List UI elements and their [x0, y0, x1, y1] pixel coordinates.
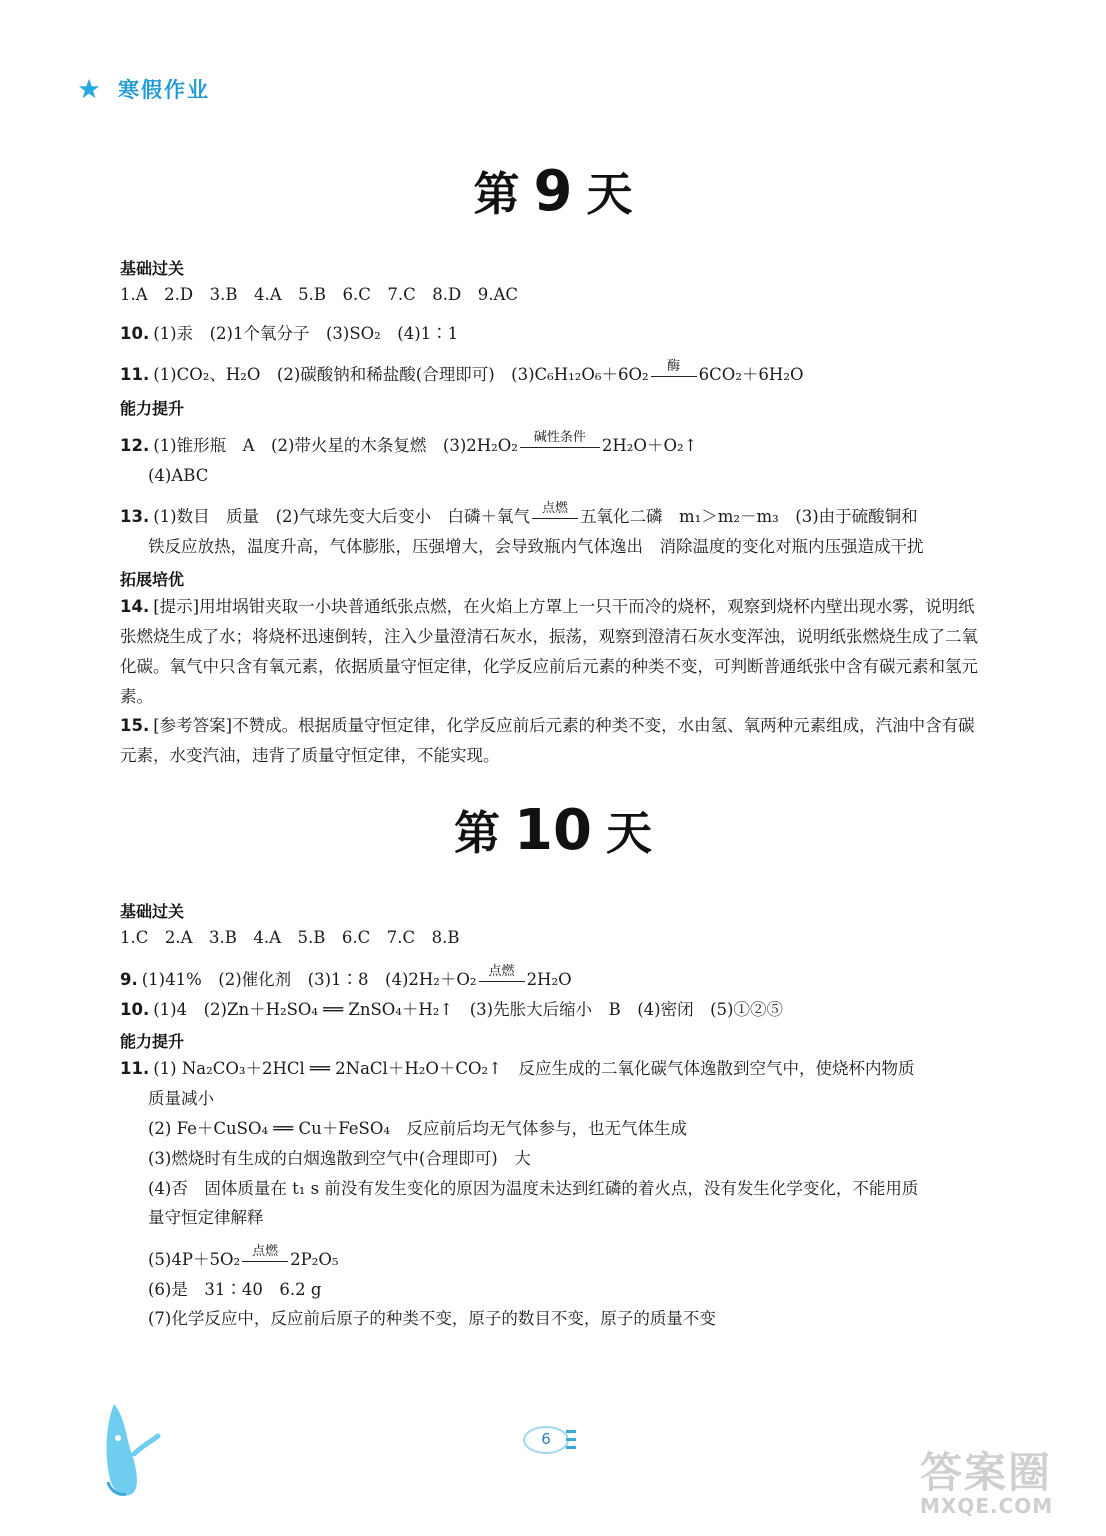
star-icon — [78, 78, 100, 100]
answer-11-day10: 11. (1) Na₂CO₃＋2HCl ══ 2NaCl＋H₂O＋CO₂↑ 反应生成的二氧化碳气体逸散到空气中，使烧杯内物质 — [120, 1059, 915, 1078]
section-ability: 能力提升 — [120, 399, 185, 418]
answer-14: 14. [提示]用坩埚钳夹取一小块普通纸张点燃，在火焰上方罩上一只干而冷的烧杯，观察到烧杯内壁出现水雾，说明纸张燃烧生成了水；将烧杯迅速倒转，注入少量澄清石灰水，振荡，观察到澄清石灰水变浑浊，说明纸张燃烧生成了二氧化碳。氧气中只含有氧元素，依据质量守恒定律，化学反应前后元素的种类不变，可判断普通纸张中含有碳元素和氢元素。 — [120, 597, 978, 706]
day-9-heading: 第 9 天 — [473, 159, 633, 224]
day-10-heading: 第 10 天 — [454, 798, 652, 863]
answer-15: 15. [参考答案]不赞成。根据质量守恒定律，化学反应前后元素的种类不变，水由氢、氧两种元素组成，汽油中含有碳元素，水变汽油，违背了质量守恒定律，不能实现。 — [120, 716, 975, 765]
answer-11: 11. (1)CO₂、H₂O (2)碳酸钠和稀盐酸(合理即可) (3)C₆H₁₂O₆＋6O₂ 酶 6CO₂＋6H₂O — [120, 359, 804, 384]
answers-1-9: 1.A 2.D 3.B 4.A 5.B 6.C 7.C 8.D 9.AC — [120, 285, 519, 304]
answer-12-line2: (4)ABC — [148, 466, 209, 485]
answer-11-line7: (5)4P＋5O₂ 点燃 2P₂O₅ — [148, 1244, 339, 1269]
watermark-logo: 答案圈 MXQE.COM — [920, 1448, 1054, 1518]
answer-13: 13. (1)数目 质量 (2)气球先变大后变小 白磷＋氧气 点燃 五氧化二磷 m₁＞m₂－m₃ (3)由于硫酸铜和 — [120, 501, 918, 526]
answer-11-line8: (6)是 31∶40 6.2 g — [148, 1280, 322, 1299]
answer-11-line5: (4)否 固体质量在 t₁ s 前没有发生变化的原因为温度未达到红磷的着火点，没有发生化学变化，不能用质 — [148, 1179, 919, 1198]
answer-11-line2: 质量减小 — [148, 1089, 214, 1108]
section-ability-10: 能力提升 — [120, 1032, 185, 1051]
section-expand: 拓展培优 — [120, 570, 185, 589]
answers-1-8: 1.C 2.A 3.B 4.A 5.B 6.C 7.C 8.B — [120, 928, 460, 947]
answer-11-line4: (3)燃烧时有生成的白烟逸散到空气中(合理即可) 大 — [148, 1149, 531, 1168]
page-number: 6 — [520, 1424, 580, 1456]
mascot-illustration — [96, 1394, 166, 1504]
answer-13-line2: 铁反应放热，温度升高，气体膨胀，压强增大，会导致瓶内气体逸出 消除温度的变化对瓶内压强造成干扰 — [148, 537, 924, 556]
answer-11-line9: (7)化学反应中，反应前后原子的种类不变，原子的数目不变，原子的质量不变 — [148, 1309, 716, 1328]
section-basic: 基础过关 — [120, 259, 185, 278]
book-header — [78, 74, 210, 104]
answer-10-day10: 10. (1)4 (2)Zn＋H₂SO₄ ══ ZnSO₄＋H₂↑ (3)先胀大后缩小 B (4)密闭 (5)①②⑤ — [120, 1000, 783, 1019]
answer-11-line6: 量守恒定律解释 — [148, 1208, 264, 1227]
answer-11-line3: (2) Fe＋CuSO₄ ══ Cu＋FeSO₄ 反应前后均无气体参与，也无气体生成 — [148, 1119, 687, 1138]
answer-9: 9. (1)41% (2)催化剂 (3)1∶8 (4)2H₂＋O₂ 点燃 2H₂O — [120, 964, 572, 989]
answer-10: 10. (1)汞 (2)1个氧分子 (3)SO₂ (4)1∶1 — [120, 324, 459, 343]
answer-12: 12. (1)锥形瓶 A (2)带火星的木条复燃 (3)2H₂O₂ 碱性条件 2H₂O＋O₂↑ — [120, 430, 698, 455]
book-title: 寒假作业 — [118, 78, 210, 102]
section-basic-10: 基础过关 — [120, 902, 185, 921]
